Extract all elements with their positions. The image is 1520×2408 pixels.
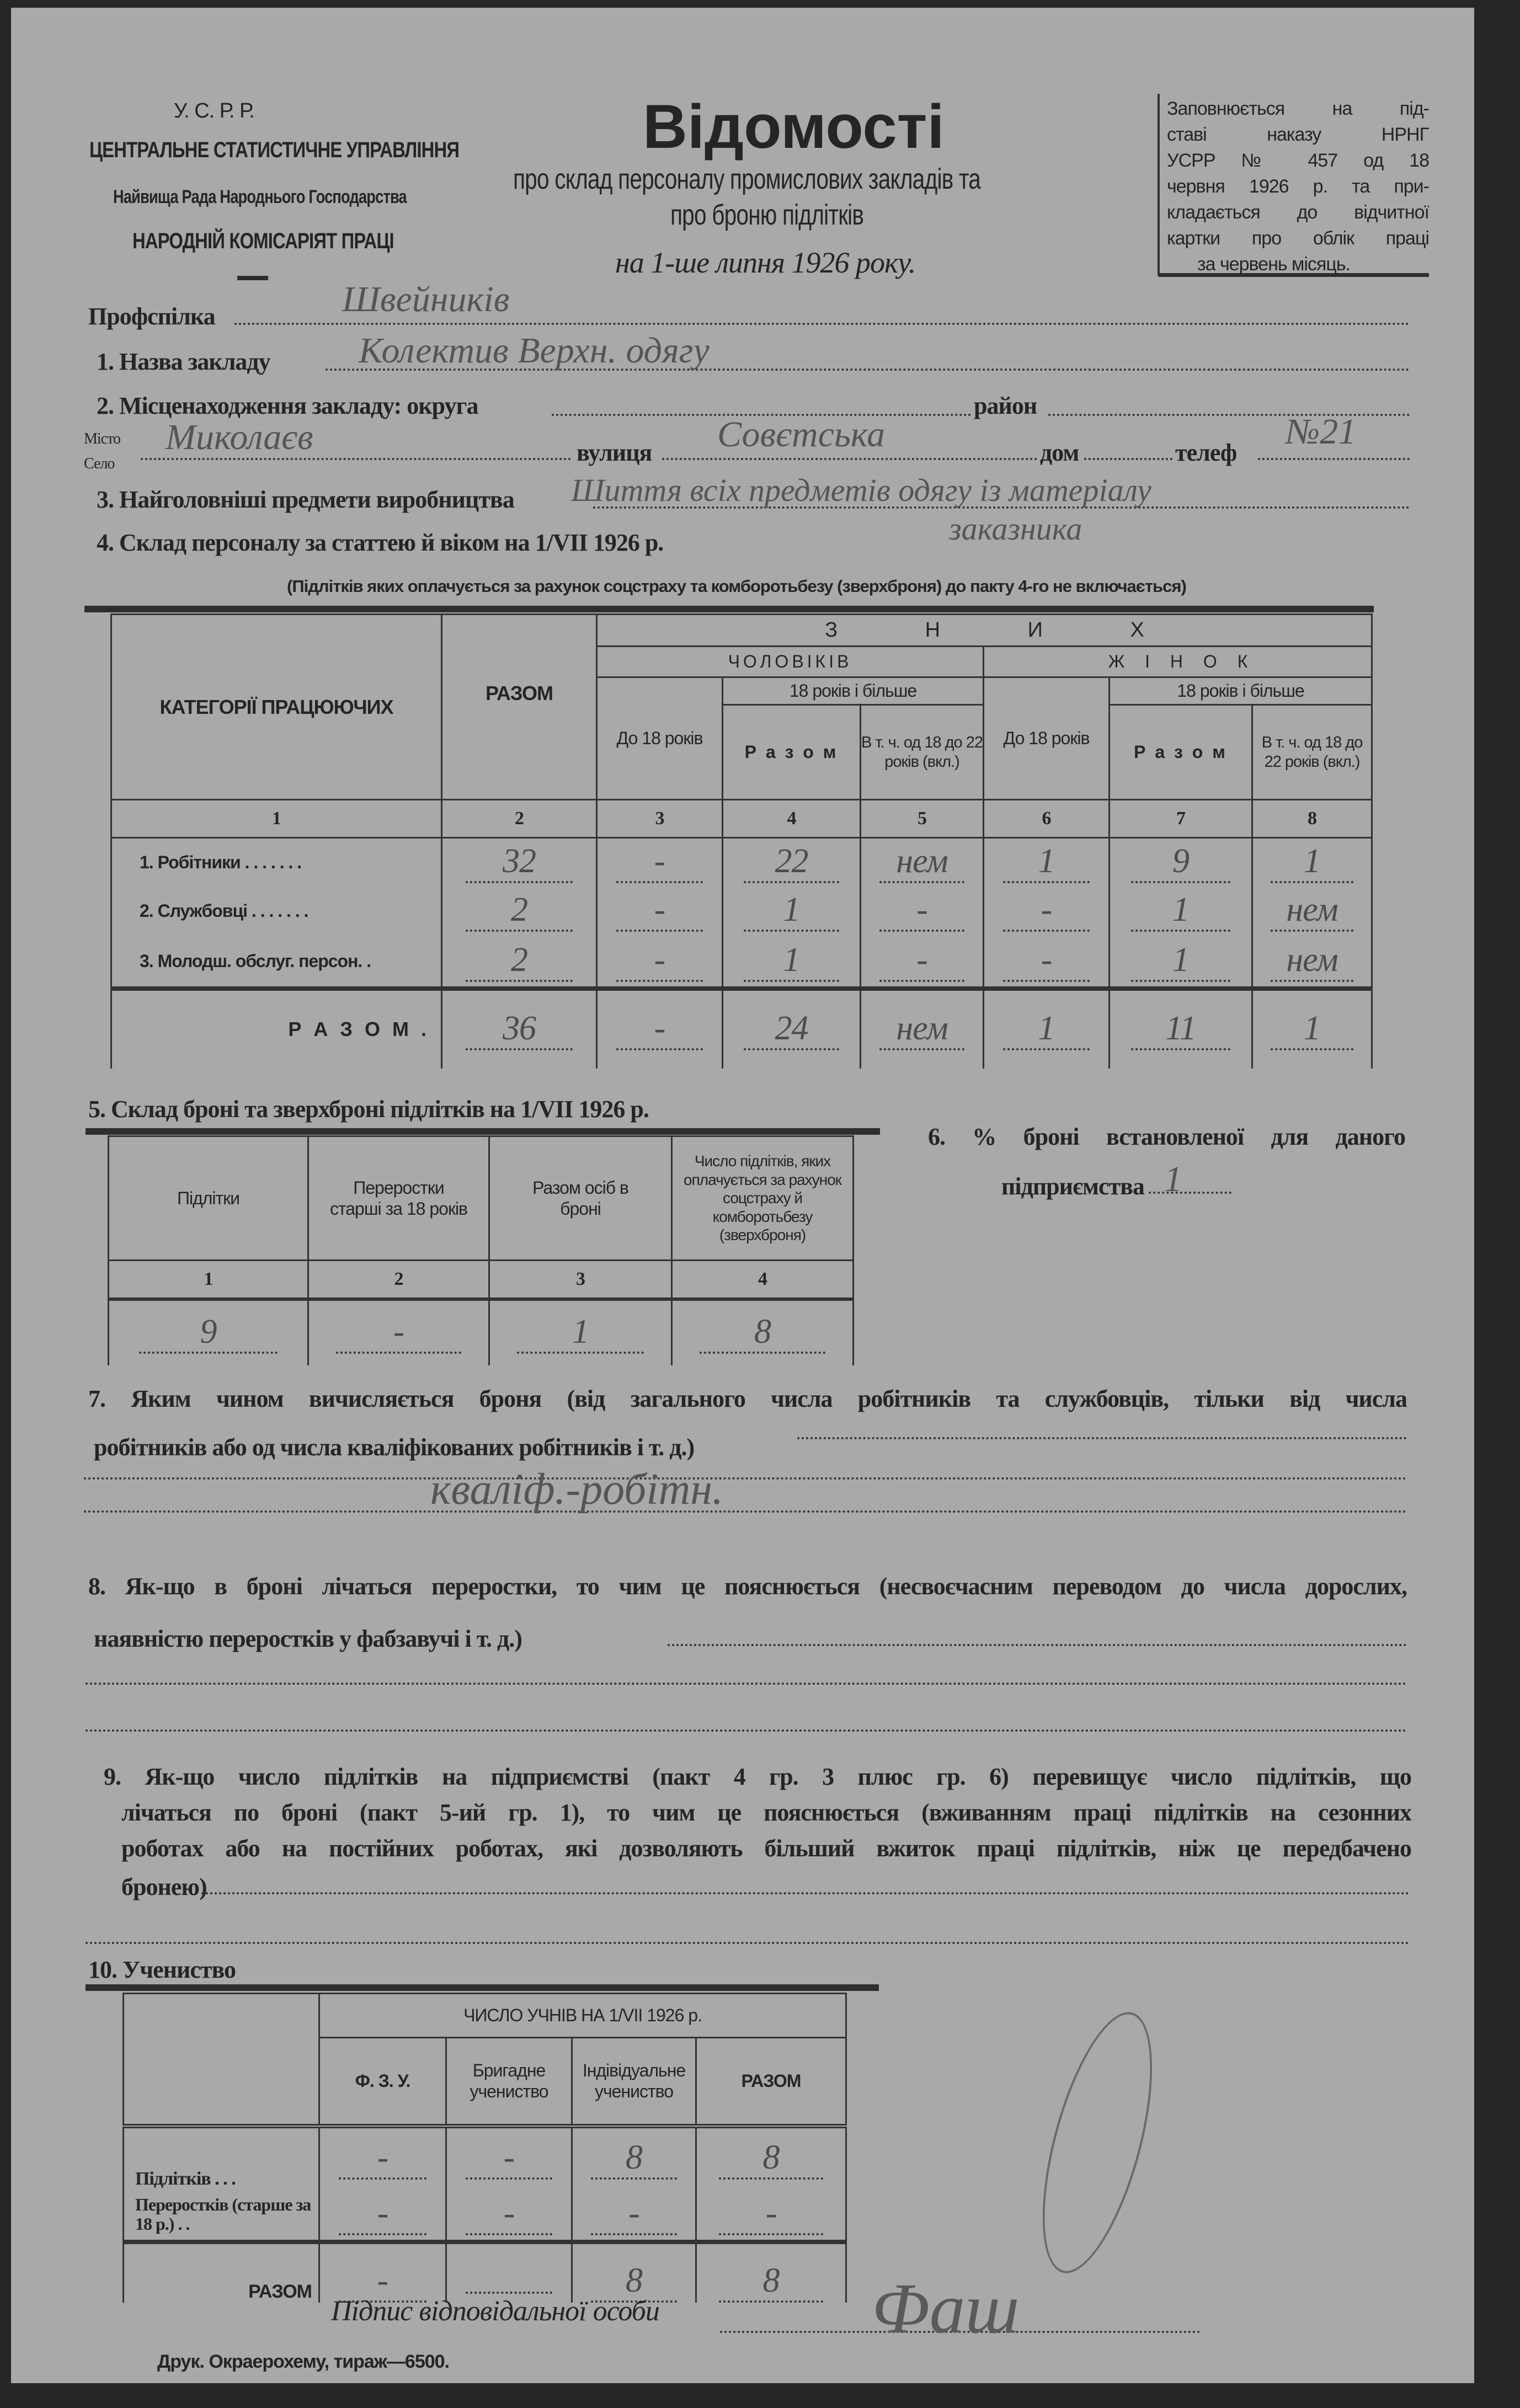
total-value[interactable]: 36 (466, 1009, 573, 1050)
page-title: Відомості (643, 92, 945, 161)
header-brigade: Бригадне учениство (446, 2038, 572, 2126)
phone-label: телеф (1175, 439, 1237, 466)
location-label: 2. Місценаходження закладу: округа (97, 392, 478, 419)
section7-field-line (84, 1510, 1407, 1513)
house-value[interactable]: №21 (1286, 412, 1357, 452)
header-individual: Індівідуальне учениство (572, 2038, 696, 2126)
total-value[interactable]: 1 (1003, 1009, 1090, 1050)
org-statistics: ЦЕНТРАЛЬНЕ СТАТИСТИЧНЕ УПРАВЛІННЯ (89, 138, 460, 162)
cell-value[interactable]: 9 (1131, 842, 1230, 883)
total-value[interactable]: - (616, 1009, 703, 1050)
col-number: 6 (984, 800, 1110, 838)
house-field-line (1084, 458, 1172, 460)
col-number: 1 (109, 1261, 308, 1300)
street-label: вулиця (577, 439, 652, 466)
phone-field-line (1258, 458, 1410, 460)
section4-top-rule (84, 606, 1374, 612)
cell-value[interactable]: - (616, 842, 703, 883)
row-label: 1. Робітники . . . . . . . (111, 838, 442, 887)
header-men: ЧОЛОВІКІВ (597, 647, 984, 677)
cell-value[interactable]: 1 (1271, 842, 1353, 883)
cell-value[interactable]: 22 (744, 842, 839, 883)
col-number: 3 (489, 1261, 672, 1300)
section8-line-2: наявністю переростків у фабзавучі і т. д.) (94, 1625, 522, 1652)
city-value[interactable]: Миколаєв (166, 417, 313, 457)
cell-value[interactable]: нем (1271, 890, 1353, 932)
city-label: Місто (84, 430, 120, 447)
header-women: Ж І Н О К (984, 647, 1372, 677)
total-value[interactable]: 1 (1271, 1009, 1353, 1050)
subtitle-line-2: про броню підлітків (670, 199, 864, 231)
cell-value[interactable]: - (616, 941, 703, 982)
total-value[interactable]: нем (879, 1009, 964, 1050)
total-label: Р А З О М . (111, 989, 442, 1069)
section9-field-line (86, 1942, 1410, 1944)
header-men-under18: До 18 років (597, 677, 723, 800)
col-number: 3 (597, 800, 723, 838)
cell-value[interactable]: - (879, 941, 964, 982)
cell-value[interactable]: - (339, 2138, 426, 2180)
total-value[interactable]: 11 (1131, 1009, 1230, 1050)
total-value[interactable] (466, 2292, 553, 2294)
section9-line-3: роботах або на постійних роботах, які дозволяють більший вжиток праці підлітків, ніж це передбачено (121, 1835, 1411, 1862)
header-women-18plus: 18 років і більше (1110, 677, 1372, 705)
section8-field-line (86, 1729, 1407, 1732)
cell-value[interactable]: - (1003, 890, 1090, 932)
section4-note: (Підлітків яких оплачується за рахунок соцстраху та комборотьбезу (зверхброня) до пакту 4-го не включається) (287, 576, 1186, 596)
row-label: 3. Молодш. обслуг. персон. . (111, 936, 442, 989)
header-total: РАЗОМ (442, 615, 597, 800)
cell-value[interactable]: - (336, 1312, 462, 1354)
col-number: 5 (861, 800, 984, 838)
table-row (124, 2190, 846, 2242)
report-date: на 1-ше липня 1926 року. (615, 246, 916, 279)
section7-value[interactable]: кваліф.-робітн. (430, 1465, 724, 1514)
cell-value[interactable]: 2 (466, 941, 573, 982)
note-line: УСРР № 457 од 18 (1167, 150, 1429, 171)
section4-title: 4. Склад персоналу за статтею й віком на 1/VII 1926 р. (97, 529, 664, 556)
street-field-line (662, 458, 1037, 460)
header-empty (124, 1994, 319, 2126)
header-men-sum: Р а з о м (723, 705, 861, 800)
section7-line-2: робітників або од числа кваліфікованих робітників і т. д.) (94, 1434, 695, 1461)
section8-field-line (668, 1644, 1407, 1646)
cell-value[interactable]: - (466, 2138, 553, 2180)
personnel-table (110, 613, 1373, 1069)
header-category: КАТЕГОРІЇ ПРАЦЮЮЧИХ (111, 615, 442, 800)
divider (237, 276, 268, 280)
header-fzu: Ф. З. У. (319, 2038, 446, 2126)
section8-field-line (86, 1683, 1407, 1685)
total-row (111, 989, 1372, 1069)
union-field-line (234, 323, 1410, 325)
signature-label: Підпис відповідальної особи (331, 2295, 659, 2327)
note-line: картки про облік праці (1167, 228, 1429, 249)
total-value[interactable]: 8 (591, 2261, 676, 2303)
note-box-border (1158, 94, 1160, 276)
section9-line-1: 9. Як-що число підлітків на підприємстві (пакт 4 гр. 3 плюс гр. 6) перевищує число підлітків, що (104, 1763, 1411, 1790)
header-of-them: З Н И Х (597, 615, 1372, 647)
total-value[interactable]: - (339, 2261, 426, 2303)
col-number: 8 (1252, 800, 1372, 838)
section10-title: 10. Учениство (88, 1956, 236, 1983)
note-line: червня 1926 р. та при- (1167, 176, 1429, 197)
union-label: Профспілка (88, 303, 215, 330)
header-women-sum: Р а з о м (1110, 705, 1252, 800)
reserve-table (108, 1135, 854, 1365)
table-row (109, 1299, 854, 1365)
header-apprentice-count: ЧИСЛО УЧНІВ НА 1/VII 1926 р. (319, 1994, 846, 2038)
total-value[interactable]: 8 (719, 2261, 823, 2303)
cell-value[interactable]: - (879, 890, 964, 932)
scan-edge (0, 2383, 1520, 2408)
cell-value[interactable]: нем (879, 842, 964, 883)
col-number: 4 (723, 800, 861, 838)
cell-value[interactable]: - (339, 2194, 426, 2235)
cell-value[interactable]: 1 (744, 941, 839, 982)
header-overage: Переростки старші за 18 років (308, 1136, 489, 1261)
table-row (111, 936, 1372, 989)
subtitle-line-1: про склад персоналу промислових закладів та (513, 163, 981, 195)
section6-line-2: підприємства (1001, 1173, 1144, 1200)
section9-line-2: лічаться по броні (пакт 5-ий гр. 1), то чим це пояснюється (вживанням праці підлітків на сезонних (121, 1799, 1411, 1826)
total-value[interactable]: 24 (744, 1009, 839, 1050)
row-label: Підлітків . . . (124, 2126, 319, 2190)
cell-value[interactable]: 8 (591, 2138, 676, 2180)
section5-top-rule (86, 1128, 880, 1135)
cell-value[interactable]: 1 (1003, 842, 1090, 883)
section7-line-1: 7. Яким чином вичисляється броня (від загального числа робітників та службовців, тільки від числа (88, 1385, 1407, 1412)
note-line: кладається до відчитної (1167, 202, 1429, 223)
products-value-continued[interactable]: заказника (949, 511, 1082, 547)
union-value[interactable]: Швейників (342, 279, 510, 319)
signature: Фаш (872, 2269, 1020, 2348)
section8-line-1: 8. Як-що в броні лічаться переростки, то чим це пояснюється (несвоєчасним переводом до числа дорослих, (88, 1573, 1407, 1600)
row-label: Переростків (старше за 18 р.) . . (124, 2190, 319, 2242)
cell-value[interactable]: 1 (517, 1312, 644, 1354)
section6-line-1: 6. % броні встановленої для даного (928, 1123, 1405, 1150)
header-women-under18: До 18 років (984, 677, 1110, 800)
apprenticeship-table (122, 1993, 847, 2303)
name-label: 1. Назва закладу (97, 348, 270, 375)
cell-value[interactable]: - (591, 2194, 676, 2235)
table-row (111, 887, 1372, 936)
col-number: 1 (111, 800, 442, 838)
cell-value[interactable]: - (616, 890, 703, 932)
note-line: за червень місяць. (1197, 254, 1350, 275)
col-number: 7 (1110, 800, 1252, 838)
header-total-reserve: Разом осіб в броні (489, 1136, 672, 1261)
cell-value[interactable]: 1 (1131, 941, 1230, 982)
house-label: дом (1040, 439, 1079, 466)
cell-value[interactable]: - (719, 2194, 823, 2235)
table-row (111, 838, 1372, 887)
total-label: РАЗОМ (124, 2242, 319, 2303)
cell-value[interactable]: - (1003, 941, 1090, 982)
header-over-reserve: Число підлітків, яких оплачується за рахунок соцстраху й комборотьбезу (зверхброня) (672, 1136, 854, 1261)
street-value[interactable]: Совєтська (717, 414, 886, 455)
section10-top-rule (86, 1984, 879, 1991)
section9-line-4: бронею) (121, 1873, 207, 1900)
village-label: Село (84, 455, 115, 472)
republic-label: У. С. Р. Р. (174, 99, 254, 122)
section7-field-line (797, 1437, 1407, 1439)
header-men-18plus: 18 років і більше (723, 677, 984, 705)
org-council: Найвища Рада Народнього Господарства (113, 186, 407, 207)
col-number: 4 (672, 1261, 854, 1300)
section5-title: 5. Склад броні та зверхброні підлітків на 1/VII 1926 р. (88, 1096, 649, 1123)
note-line: ставі наказу НРНГ (1167, 124, 1429, 145)
cell-value[interactable]: 2 (466, 890, 573, 932)
header-men-incl: В т. ч. од 18 до 22 років (вкл.) (861, 705, 984, 800)
printer-note: Друк. Окраерохему, тираж—6500. (157, 2351, 449, 2372)
products-value[interactable]: Шиття всіх предметів одягу із матеріалу (571, 472, 1151, 508)
col-number: 2 (308, 1261, 489, 1300)
cell-value[interactable]: нем (1271, 941, 1353, 982)
cell-value[interactable]: 32 (466, 842, 573, 883)
total-row (124, 2242, 846, 2303)
cell-value[interactable]: - (466, 2194, 553, 2235)
name-value[interactable]: Колектив Верхн. одягу (359, 330, 710, 371)
header-women-incl: В т. ч. од 18 до 22 років (вкл.) (1252, 705, 1372, 800)
org-labour: НАРОДНІЙ КОМІСАРІЯТ ПРАЦІ (132, 229, 394, 253)
header-teens: Підлітки (109, 1136, 308, 1261)
col-number: 2 (442, 800, 597, 838)
products-label: 3. Найголовніші предмети виробництва (97, 486, 514, 513)
table-row (124, 2126, 846, 2190)
cell-value[interactable]: 9 (139, 1312, 278, 1354)
section9-field-line (201, 1892, 1410, 1894)
note-line: Заповнюється на під- (1167, 98, 1429, 119)
section6-field-line (1149, 1192, 1231, 1194)
section7-field-line (84, 1477, 1407, 1480)
section6-value[interactable]: 1 (1164, 1159, 1182, 1199)
instruction-note (1167, 98, 1429, 275)
row-label: 2. Службовці . . . . . . . (111, 887, 442, 936)
cell-value[interactable]: 8 (700, 1312, 825, 1354)
cell-value[interactable]: 8 (719, 2138, 823, 2180)
cell-value[interactable]: 1 (1131, 890, 1230, 932)
cell-value[interactable]: 1 (744, 890, 839, 932)
header-total: РАЗОМ (696, 2038, 846, 2126)
district-label: район (974, 392, 1037, 419)
